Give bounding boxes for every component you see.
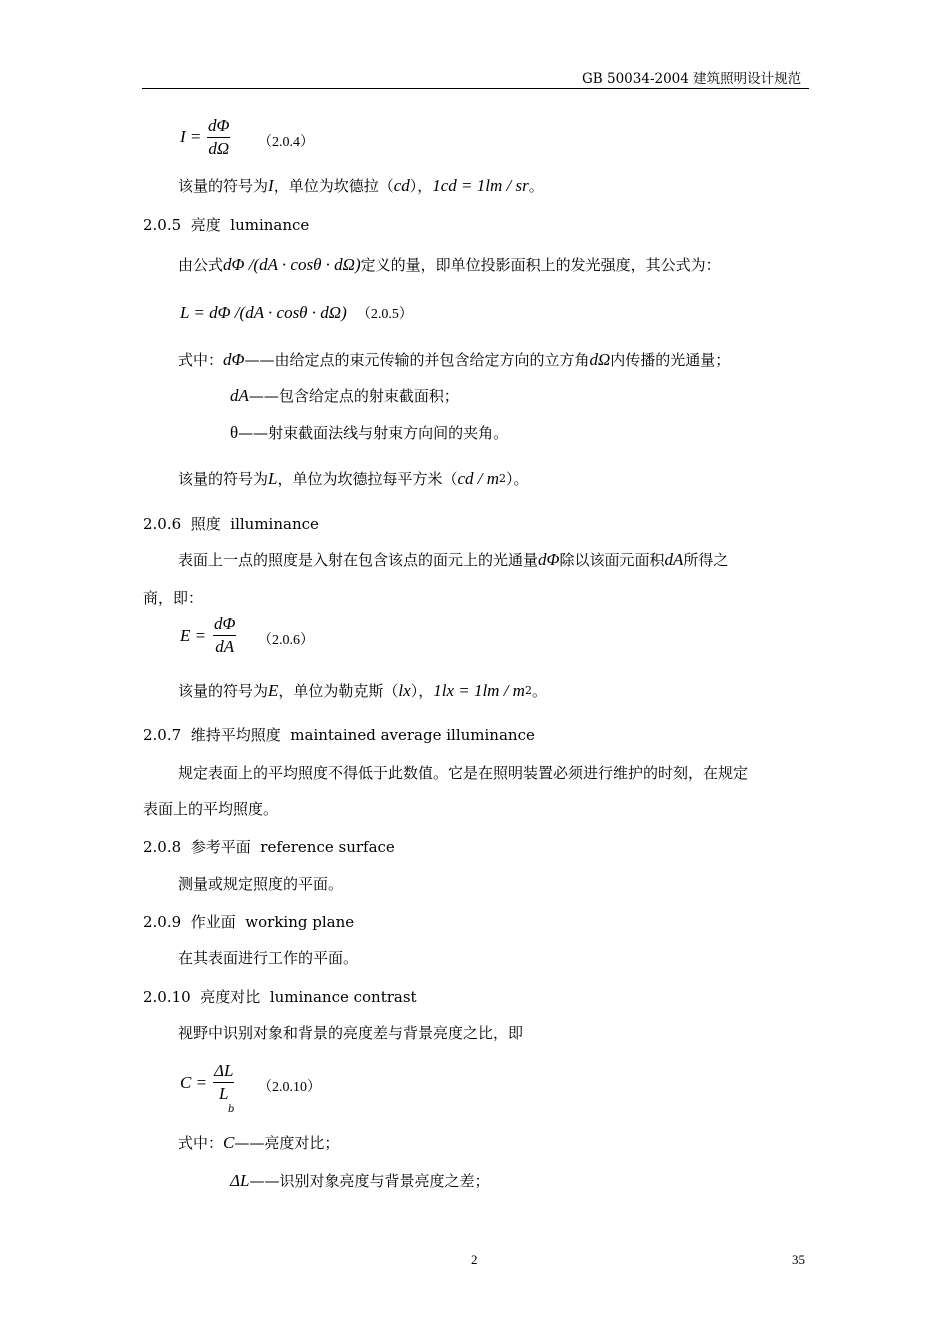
text: ），	[410, 682, 434, 700]
section-number: 2.0.6	[143, 515, 182, 533]
symbol: E	[268, 681, 279, 700]
text: 所得之	[683, 551, 729, 569]
section-2-0-7-heading	[143, 724, 535, 745]
text: ），	[409, 177, 433, 195]
text: 内传播的光通量；	[610, 351, 731, 369]
section-2-0-6-heading	[143, 513, 319, 534]
header-rule	[142, 88, 809, 89]
superscript: 2	[499, 472, 507, 485]
term-zh: 作业面	[190, 913, 236, 931]
section-number: 2.0.7	[143, 726, 182, 744]
text: ——包含给定点的射束截面积；	[248, 387, 459, 405]
fraction-numerator: ΔL	[213, 1060, 234, 1083]
text: ，单位为坎德拉（	[273, 177, 394, 195]
unit: lx	[398, 681, 411, 700]
text: 。	[528, 177, 544, 195]
section-number: 2.0.9	[143, 913, 182, 931]
fraction-denominator: dA	[215, 637, 235, 656]
equation-number: （2.0.10）	[258, 1080, 321, 1095]
text: 除以该面元面积	[559, 551, 665, 569]
section-number: 2.0.5	[143, 216, 182, 234]
term-en: maintained average illuminance	[290, 726, 535, 744]
text: ，单位为勒克斯（	[278, 682, 399, 700]
unit: cd	[393, 176, 410, 195]
superscript: 2	[524, 684, 532, 697]
term-en: working plane	[245, 913, 355, 931]
symbol-unit-line-L	[178, 468, 529, 489]
text: 该量的符号为	[178, 177, 269, 195]
symbol: dΦ	[538, 550, 560, 569]
section-2-0-7-definition-line-1: 规定表面上的平均照度不得低于此数值。它是在照明装置必须进行维护的时刻，在规定	[178, 764, 749, 782]
section-2-0-10-definition: 视野中识别对象和背景的亮度差与背景亮度之比，即	[178, 1024, 524, 1042]
section-2-0-6-definition-line-2: 商，即：	[143, 589, 204, 607]
section-2-0-5-definition	[178, 254, 721, 275]
section-number: 2.0.8	[143, 838, 182, 856]
symbol-unit-line-I	[178, 175, 544, 196]
fraction-numerator: dΦ	[213, 613, 236, 636]
text: 。	[531, 682, 547, 700]
section-2-0-7-definition-line-2: 表面上的平均照度。	[143, 800, 279, 818]
formula: L = dΦ /(dA · cosθ · dΩ)	[180, 303, 347, 322]
running-header: GB 50034-2004 建筑照明设计规范	[582, 71, 802, 87]
term-zh: 维持平均照度	[190, 726, 281, 744]
unit-definition: 1cd = 1lm / sr	[432, 176, 529, 195]
symbol: ΔL	[230, 1171, 250, 1190]
symbol: L	[218, 1084, 229, 1103]
term-en: illuminance	[230, 515, 319, 533]
unit: cd / m	[457, 469, 500, 488]
where-list-1-item-1	[178, 349, 730, 370]
fraction-numerator: dΦ	[207, 115, 230, 138]
text: 表面上一点的照度是入射在包含该点的面元上的光通量	[178, 551, 539, 569]
eq-2-0-10-fraction	[213, 1060, 234, 1105]
text: ）。	[506, 470, 529, 488]
fraction-denominator: dΩ	[208, 139, 230, 158]
where-list-1-item-2	[230, 385, 459, 406]
text: ，单位为坎德拉每平方米（	[277, 470, 458, 488]
page-number-center: 2	[471, 1252, 478, 1267]
eq-2-0-6-fraction	[213, 613, 236, 658]
text: 由公式	[178, 256, 224, 274]
section-2-0-8-heading	[143, 836, 395, 857]
section-2-0-9-heading	[143, 911, 354, 932]
eq-2-0-6-lhs: E =	[180, 626, 207, 645]
term-en: luminance	[230, 216, 310, 234]
term-zh: 参考平面	[190, 838, 251, 856]
symbol: L	[268, 469, 278, 488]
where-list-2-item-2	[230, 1170, 489, 1191]
eq-2-0-4-fraction	[207, 115, 230, 160]
section-2-0-9-definition: 在其表面进行工作的平面。	[178, 949, 359, 967]
section-2-0-6-definition-line-1	[178, 549, 728, 570]
term-zh: 亮度	[190, 216, 221, 234]
section-2-0-10-heading	[143, 986, 417, 1007]
where-list-1-item-3	[230, 422, 508, 443]
unit-definition: 1lx = 1lm / m	[433, 681, 525, 700]
text: ——识别对象亮度与背景亮度之差；	[249, 1172, 490, 1190]
formula-inline: dΦ /(dA · cosθ · dΩ)	[223, 255, 361, 274]
where-label: 式中：	[178, 351, 224, 369]
symbol: dA	[230, 386, 249, 405]
where-label: 式中：	[178, 1134, 224, 1152]
term-zh: 照度	[190, 515, 221, 533]
page-number-right: 35	[792, 1252, 805, 1267]
text: ——由给定点的束元传输的并包含给定方向的立方角	[244, 351, 590, 369]
symbol: dΩ	[589, 350, 611, 369]
text: 该量的符号为	[178, 470, 269, 488]
subscript: b	[228, 1104, 235, 1115]
section-2-0-5-heading	[143, 214, 309, 235]
term-en: luminance contrast	[269, 988, 417, 1006]
symbol: dA	[664, 550, 684, 569]
text: 该量的符号为	[178, 682, 269, 700]
fraction-denominator	[213, 1083, 234, 1105]
symbol: I	[268, 176, 274, 195]
eq-2-0-4-lhs: I =	[180, 127, 202, 146]
symbol: θ	[230, 423, 239, 442]
where-list-2-item-1	[178, 1132, 339, 1153]
term-en: reference surface	[260, 838, 395, 856]
symbol: dΦ	[223, 350, 245, 369]
eq-2-0-5	[180, 303, 413, 323]
term-zh: 亮度对比	[200, 988, 261, 1006]
text: 定义的量，即单位投影面积上的发光强度，其公式为：	[360, 256, 721, 274]
eq-2-0-10-lhs: C =	[180, 1073, 208, 1092]
symbol-unit-line-E	[178, 680, 547, 701]
section-2-0-8-definition: 测量或规定照度的平面。	[178, 875, 344, 893]
equation-number: （2.0.4）	[258, 135, 314, 150]
equation-number: （2.0.5）	[356, 307, 413, 322]
equation-number: （2.0.6）	[258, 633, 314, 648]
symbol: C	[223, 1133, 235, 1152]
text: ——亮度对比；	[234, 1134, 340, 1152]
section-number: 2.0.10	[143, 988, 191, 1006]
text: ——射束截面法线与射束方向间的夹角。	[238, 424, 509, 442]
